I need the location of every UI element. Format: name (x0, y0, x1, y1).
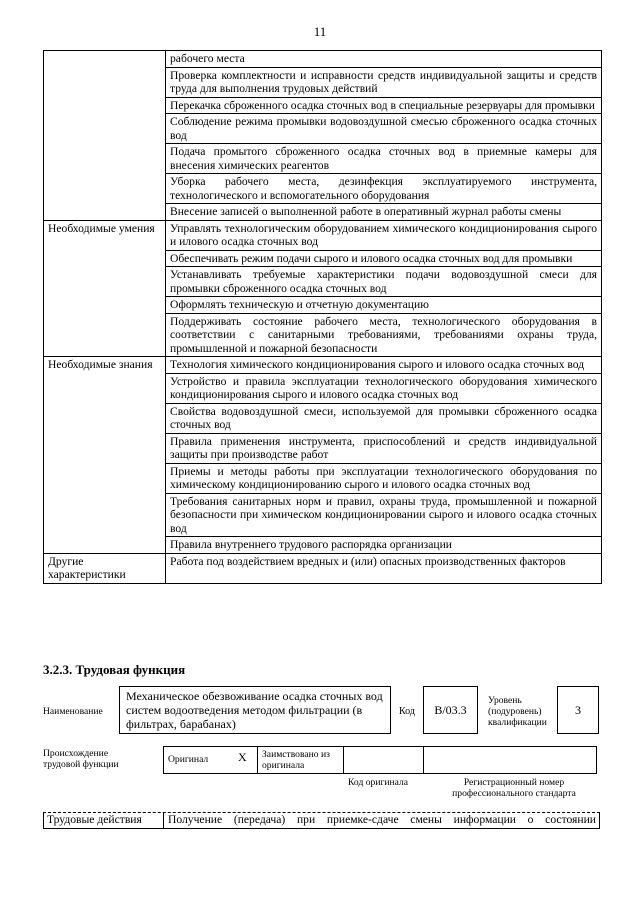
row-text: Свойства водовоздушной смеси, используемой для промывки сброженного осадка сточных вод (166, 403, 602, 433)
row-text: Перекачка сброженного осадка сточных вод в специальные резервуары для промывки (166, 97, 602, 114)
code-box (423, 686, 478, 734)
row-text: Подача промытого сброженного осадка сточных вод в приемные камеры для внесения химических реагентов (166, 144, 602, 174)
row-text: Приемы и методы работы при эксплуатации технологического оборудования по химическому кондиционированию сырого и илового осадка сточных вод (166, 463, 602, 493)
row-text: Уборка рабочего места, дезинфекция эксплуатируемого инструмента, технологического и вспомогательного оборудования (166, 174, 602, 204)
name-label: Наименование (43, 706, 103, 717)
row-text: Правила применения инструмента, приспособлений и средств индивидуальной защиты при производстве работ (166, 433, 602, 463)
labor-actions-label: Трудовые действия (47, 813, 142, 826)
table-row (44, 553, 602, 583)
reg-number-caption: Регистрационный номер профессионального стандарта (452, 777, 576, 799)
original-label: Оригинал (168, 754, 209, 765)
table-row (44, 357, 602, 374)
row-text: Внесение записей о выполненной работе в оперативный журнал работы смены (166, 204, 602, 221)
row-group-label: Необходимые знания (44, 357, 166, 554)
row-text: Управлять технологическим оборудованием химического кондиционирования сырого и илового осадка сточных вод (166, 220, 602, 250)
origin-label: Происхождение трудовой функции (43, 748, 119, 770)
function-name: Механическое обезвоживание осадка сточных вод систем водоотведения методом фильтрации (в фильтрах, барабанах) (126, 689, 383, 731)
row-text: Устанавливать требуемые характеристики подачи водовоздушной смеси для промывки сброженного осадка сточных вод (166, 267, 602, 297)
origin-row (163, 746, 597, 774)
row-text: Технология химического кондиционирования сырого и илового осадка сточных вод (166, 357, 602, 374)
labor-actions-text: Получение (передача) при приемке-сдаче смены информации о состоянии (168, 813, 596, 826)
row-text: Соблюдение режима промывки водовоздушной смесью сброженного осадка сточных вод (166, 114, 602, 144)
row-text: Устройство и правила эксплуатации технологического оборудования химического кондиционирования сырого и илового осадка сточных вод (166, 373, 602, 403)
row-text: Работа под воздействием вредных и (или) опасных производственных факторов (166, 553, 602, 583)
row-group-label (44, 51, 166, 221)
requirements-table (43, 50, 602, 584)
row-text: Оформлять техническую и отчетную документацию (166, 297, 602, 314)
row-text: Правила внутреннего трудового распорядка организации (166, 537, 602, 554)
row-text: рабочего места (166, 51, 602, 68)
row-text: Обеспечивать режим подачи сырого и илового осадка сточных вод для промывки (166, 250, 602, 267)
page-number: 11 (313, 24, 327, 39)
row-text: Требования санитарных норм и правил, охраны труда, промышленной и пожарной безопасности при химическом кондиционировании сырого и илового осадка сточных вод (166, 493, 602, 537)
row-text: Проверка комплектности и исправности средств индивидуальной защиты и средств труда для выполнения трудовых действий (166, 67, 602, 97)
row-group-label: Необходимые умения (44, 220, 166, 357)
borrowed-label: Заимствовано из оригинала (262, 749, 330, 771)
level-value: 3 (575, 702, 581, 717)
code-label: Код (399, 706, 415, 717)
table-row (44, 220, 602, 250)
level-box (557, 686, 599, 734)
level-label: Уровень (подуровень) квалификации (488, 695, 547, 728)
code-value: B/03.3 (434, 702, 467, 717)
row-text: Поддерживать состояние рабочего места, технологического оборудования в соответствии с санитарными требованиями, требованиями охраны труда, промышленной и пожарной безопасности (166, 313, 602, 357)
row-group-label: Другие характеристики (44, 553, 166, 583)
function-name-box (119, 686, 391, 734)
code-original-caption: Код оригинала (348, 777, 409, 788)
table-row (44, 51, 602, 68)
original-mark: X (238, 750, 247, 764)
section-title: 3.2.3. Трудовая функция (43, 662, 186, 677)
